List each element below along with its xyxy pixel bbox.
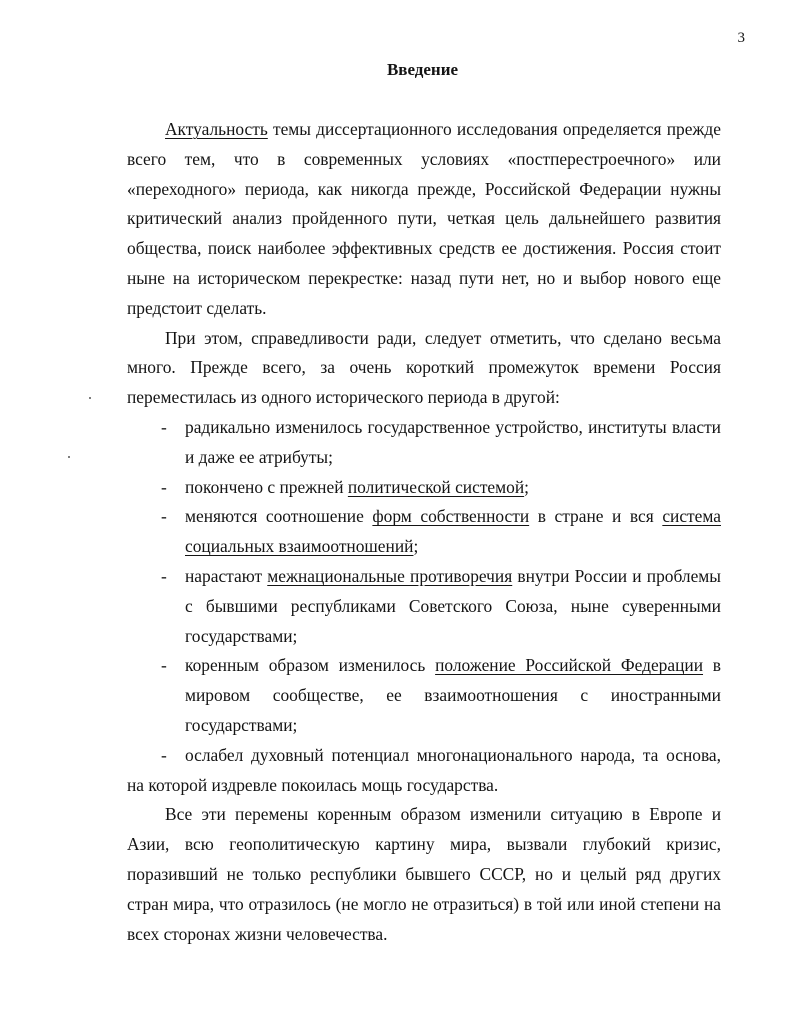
list-item: - коренным образом изменилось положение Российской Федерации в мировом сообществе, ее взаимоотношения с иностранными государствами; xyxy=(127,651,721,740)
list-item: - покончено с прежней политической системой; xyxy=(127,473,721,503)
paragraph-3: Все эти перемены коренным образом изменили ситуацию в Европе и Азии, всю геополитическую картину мира, вызвали глубокий кризис, поразивший не только республики бывшего СССР, но и целый ряд других стран мира, что отразилось (не могло не отразиться) в той или иной степени на всех сторонах жизни человечества. xyxy=(127,804,721,944)
underlined-term: Актуальность xyxy=(165,119,268,139)
changes-list xyxy=(127,413,721,800)
page-number: 3 xyxy=(737,30,745,46)
intro-text: темы диссертационного исследования определяется прежде всего тем, что в современных условиях «постперестроечного» или «переходного» периода, как никогда прежде, Российской Федерации нужны критический анализ пройденного пути, четкая цель дальнейшего развития общества, поиск наиболее эффективных средств ее достижения. Россия стоит ныне на историческом перекрестке: назад пути нет, но и выбор нового еще предстоит сделать. xyxy=(127,119,721,318)
underlined-term: система социальных взаимоотношений xyxy=(185,506,721,557)
body-text xyxy=(127,115,721,949)
list-dash: - xyxy=(161,565,167,586)
list-item: - нарастают межнациональные противоречия внутри России и проблемы с бывшими республиками Советского Союза, ныне суверенными государствами; xyxy=(127,562,721,651)
paragraph-2: При этом, справедливости ради, следует отметить, что сделано весьма много. Прежде всего, за очень короткий промежуток времени Россия переместилась из одного исторического периода в другой: xyxy=(127,327,721,408)
underlined-term: межнациональные противоречия xyxy=(267,565,513,586)
page-title: Введение xyxy=(386,60,459,79)
list-dash: - xyxy=(161,416,167,437)
list-dash: - xyxy=(161,655,167,676)
list-dash: - xyxy=(161,506,167,527)
list-item: - меняются соотношение форм собственности в стране и вся система социальных взаимоотношений; xyxy=(127,502,721,562)
underlined-term: политической системой xyxy=(347,476,525,497)
underlined-term: положение Российской Федерации xyxy=(435,655,704,676)
list-dash: - xyxy=(161,476,167,497)
intro-paragraph xyxy=(127,115,721,324)
list-item: - ослабел духовный потенциал многонационального народа, та основа, на которой издревле покоилась мощь государства. xyxy=(127,741,721,801)
scan-speck xyxy=(68,456,70,458)
list-dash: - xyxy=(161,744,167,765)
list-item: - радикально изменилось государственное устройство, институты власти и даже ее атрибуты; xyxy=(127,413,721,473)
scan-speck xyxy=(89,397,91,399)
underlined-term: форм собственности xyxy=(372,506,530,527)
